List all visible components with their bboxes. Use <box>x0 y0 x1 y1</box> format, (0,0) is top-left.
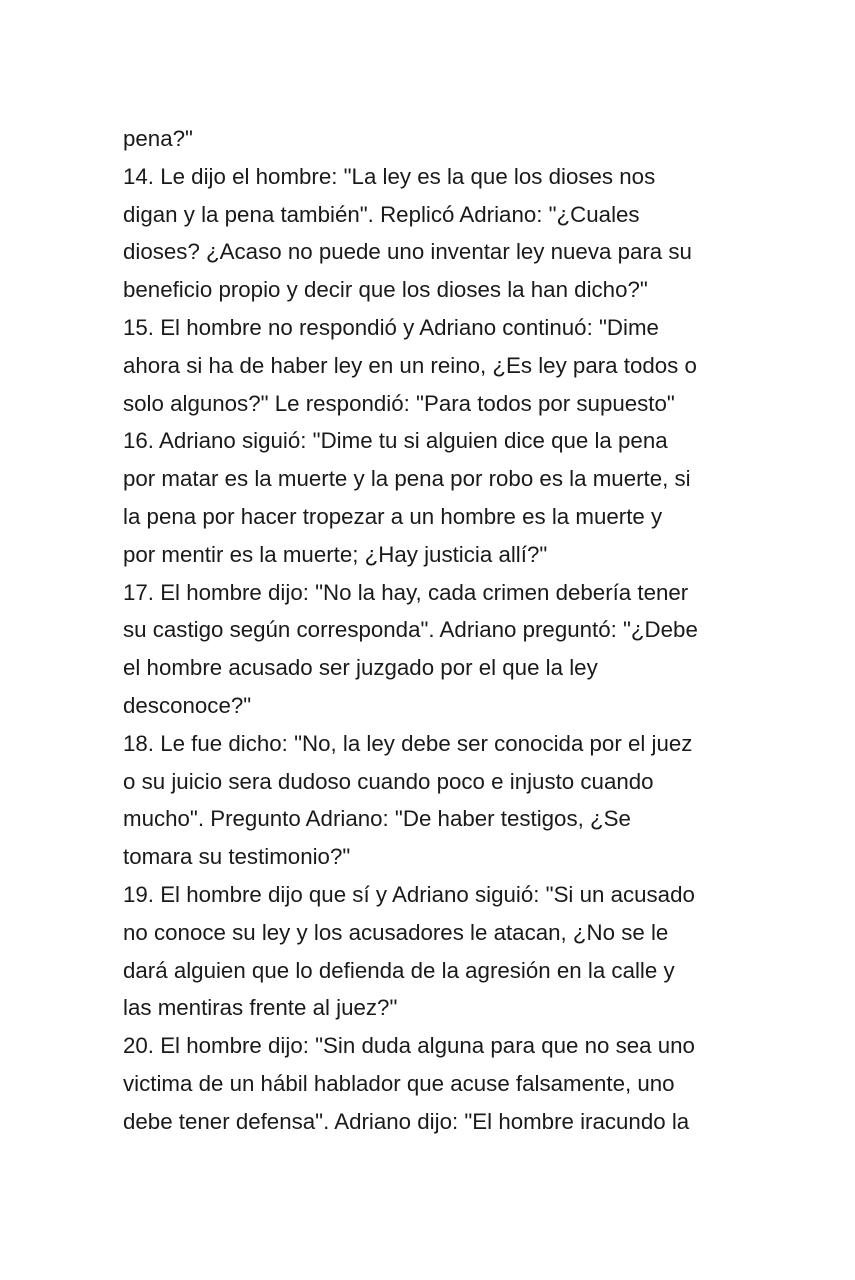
text-line: o su juicio sera dudoso cuando poco e injusto cuando <box>123 768 654 794</box>
text-line: ahora si ha de haber ley en un reino, ¿Es ley para todos o <box>123 352 697 378</box>
text-line: beneficio propio y decir que los dioses la han dicho?" <box>123 277 648 303</box>
text-line: tomara su testimonio?" <box>123 844 351 870</box>
text-line: la pena por hacer tropezar a un hombre es la muerte y <box>123 503 663 529</box>
text-line: victima de un hábil hablador que acuse falsamente, uno <box>123 1070 675 1096</box>
text-line: 20. El hombre dijo: "Sin duda alguna para que no sea uno <box>123 1033 695 1059</box>
body-text <box>123 120 763 1141</box>
text-line: solo algunos?" Le respondió: "Para todos por supuesto" <box>123 390 675 416</box>
text-line: por mentir es la muerte; ¿Hay justicia allí?" <box>123 541 548 567</box>
text-line: el hombre acusado ser juzgado por el que la ley <box>123 655 598 681</box>
text-line: 16. Adriano siguió: "Dime tu si alguien dice que la pena <box>123 428 668 454</box>
text-line: 17. El hombre dijo: "No la hay, cada crimen debería tener <box>123 579 689 605</box>
text-line: 15. El hombre no respondió y Adriano continuó: "Dime <box>123 314 659 340</box>
text-line: dará alguien que lo defienda de la agresión en la calle y <box>123 957 675 983</box>
text-line: por matar es la muerte y la pena por robo es la muerte, si <box>123 466 691 492</box>
text-line: 19. El hombre dijo que sí y Adriano siguió: "Si un acusado <box>123 881 695 907</box>
text-line: mucho". Pregunto Adriano: "De haber testigos, ¿Se <box>123 806 631 832</box>
text-line: 18. Le fue dicho: "No, la ley debe ser conocida por el juez <box>123 730 693 756</box>
text-line: debe tener defensa". Adriano dijo: "El hombre iracundo la <box>123 1108 690 1134</box>
text-line: 14. Le dijo el hombre: "La ley es la que los dioses nos <box>123 163 656 189</box>
text-line: pena?" <box>123 126 193 151</box>
text-line: digan y la pena también". Replicó Adriano: "¿Cuales <box>123 201 640 227</box>
text-line: las mentiras frente al juez?" <box>123 995 398 1021</box>
text-line: no conoce su ley y los acusadores le atacan, ¿No se le <box>123 919 669 945</box>
text-line: desconoce?" <box>123 692 252 718</box>
text-line: su castigo según corresponda". Adriano preguntó: "¿Debe <box>123 617 698 643</box>
text-line: dioses? ¿Acaso no puede uno inventar ley nueva para su <box>123 239 692 265</box>
